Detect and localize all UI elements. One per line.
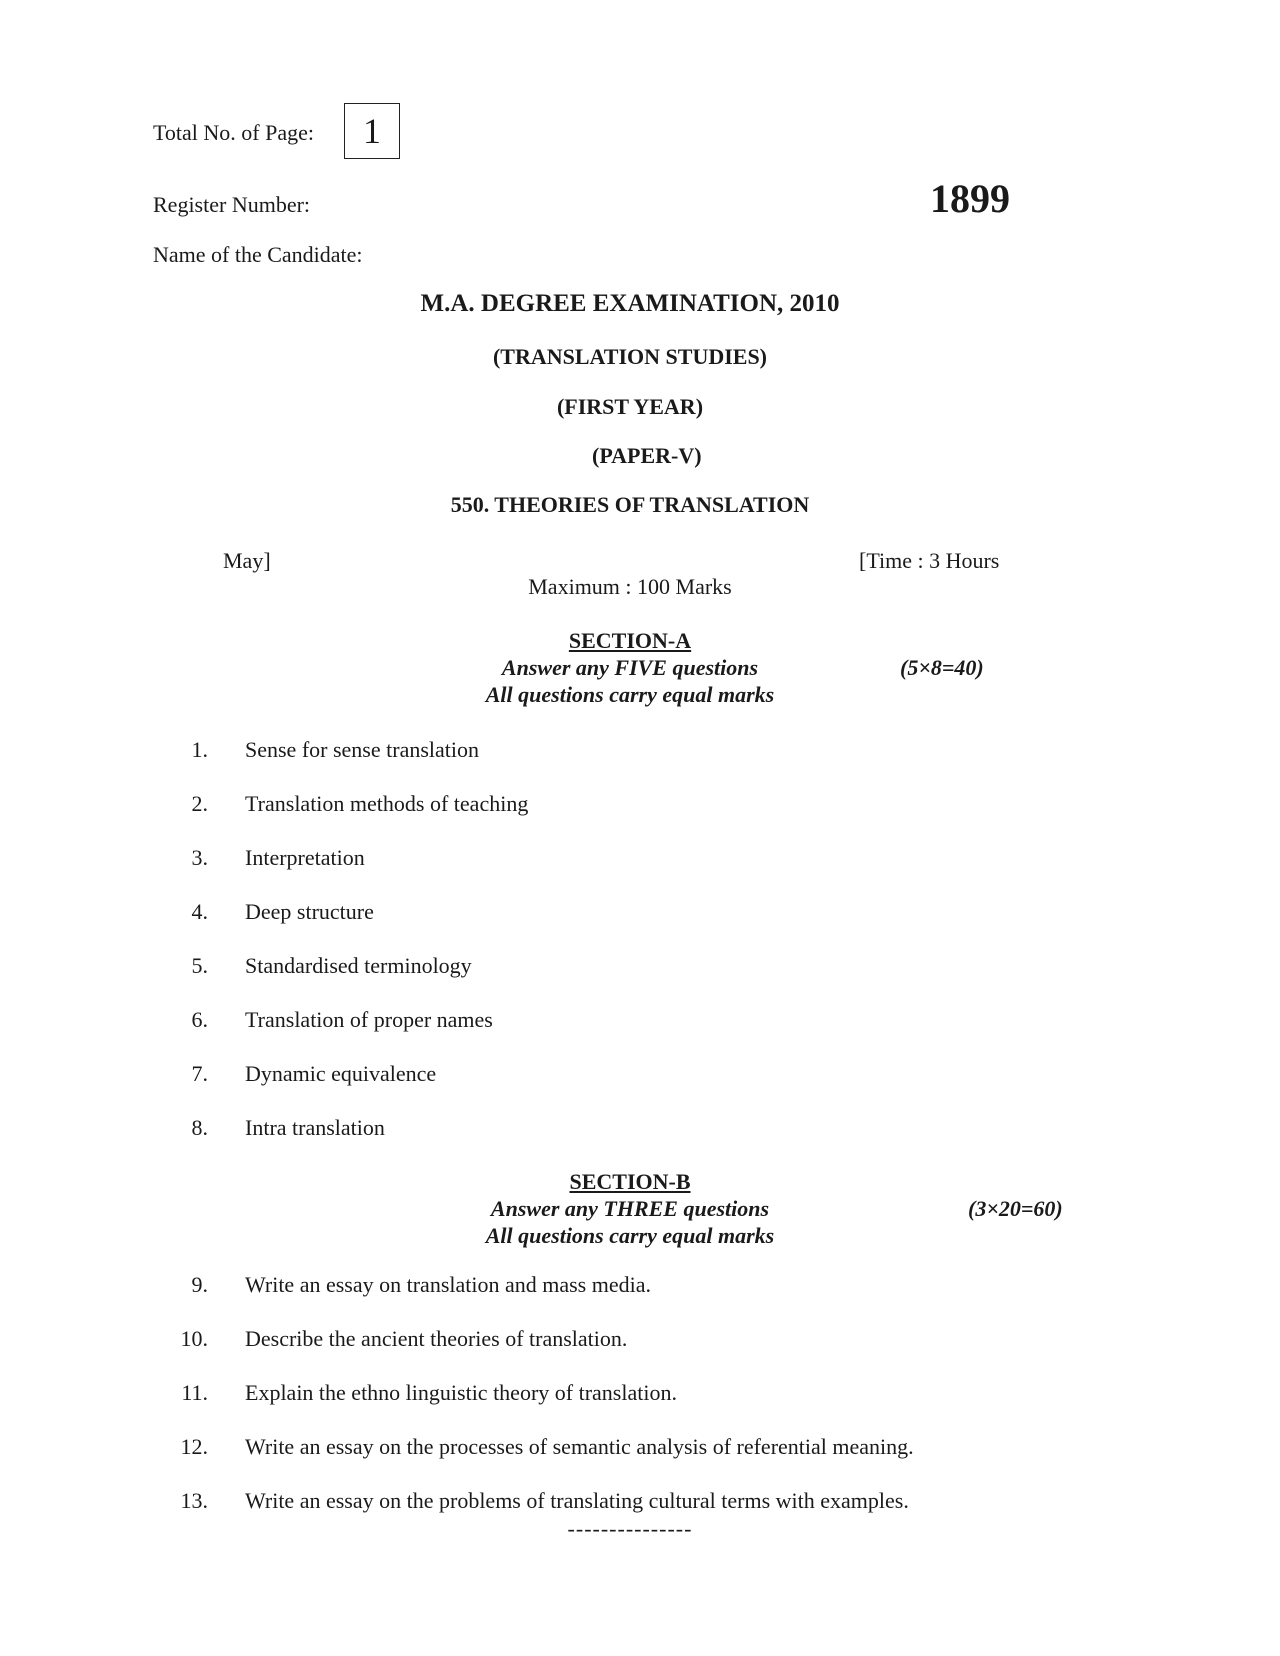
section-b-instruction: Answer any THREE questions [490,1196,770,1221]
course-title: 550. THEORIES OF TRANSLATION [450,492,810,517]
max-marks: Maximum : 100 Marks [528,574,732,599]
question-number: 12. [180,1434,208,1459]
section-a-instruction: Answer any FIVE questions [501,655,759,680]
question-number: 8. [191,1115,208,1140]
question-number: 10. [180,1326,208,1351]
section-a-heading: SECTION-A [568,628,692,653]
question-text: Dynamic equivalence [245,1061,437,1086]
question-number: 9. [191,1272,208,1297]
question-number: 13. [180,1488,208,1513]
section-b-marks: (3×20=60) [968,1196,1063,1221]
question-number: 11. [181,1380,208,1405]
section-a-marks: (5×8=40) [900,655,984,680]
section-b-note: All questions carry equal marks [485,1223,775,1248]
question-text: Deep structure [245,899,374,924]
question-text: Write an essay on translation and mass media. [245,1272,652,1297]
paper-code: 1899 [930,176,1010,221]
question-text: Translation methods of teaching [245,791,529,816]
question-number: 7. [191,1061,208,1086]
subject-title: (TRANSLATION STUDIES) [492,344,768,369]
end-marker: --------------- [567,1516,693,1541]
candidate-name-label: Name of the Candidate: [153,242,363,267]
total-pages-label: Total No. of Page: [153,120,314,145]
exam-title: M.A. DEGREE EXAMINATION, 2010 [420,290,840,317]
paper-title: (PAPER-V) [592,443,702,468]
question-text: Write an essay on the problems of translating cultural terms with examples. [245,1488,909,1513]
question-number: 4. [191,899,208,924]
exam-month: May] [223,548,271,573]
question-text: Intra translation [245,1115,385,1140]
question-text: Standardised terminology [245,953,472,978]
question-text: Translation of proper names [245,1007,493,1032]
question-text: Interpretation [245,845,365,870]
question-text: Explain the ethno linguistic theory of translation. [245,1380,677,1405]
year-title: (FIRST YEAR) [556,394,704,419]
total-pages-box: 1 [344,103,400,159]
register-number-label: Register Number: [153,192,311,217]
question-number: 3. [191,845,208,870]
question-number: 5. [191,953,208,978]
section-a-note: All questions carry equal marks [485,682,775,707]
question-number: 1. [191,737,208,762]
question-text: Describe the ancient theories of translation. [245,1326,628,1351]
section-b-heading: SECTION-B [569,1169,691,1194]
question-text: Write an essay on the processes of semantic analysis of referential meaning. [245,1434,914,1459]
question-number: 2. [191,791,208,816]
exam-time: [Time : 3 Hours [859,548,1000,573]
question-number: 6. [191,1007,208,1032]
question-text: Sense for sense translation [245,737,479,762]
